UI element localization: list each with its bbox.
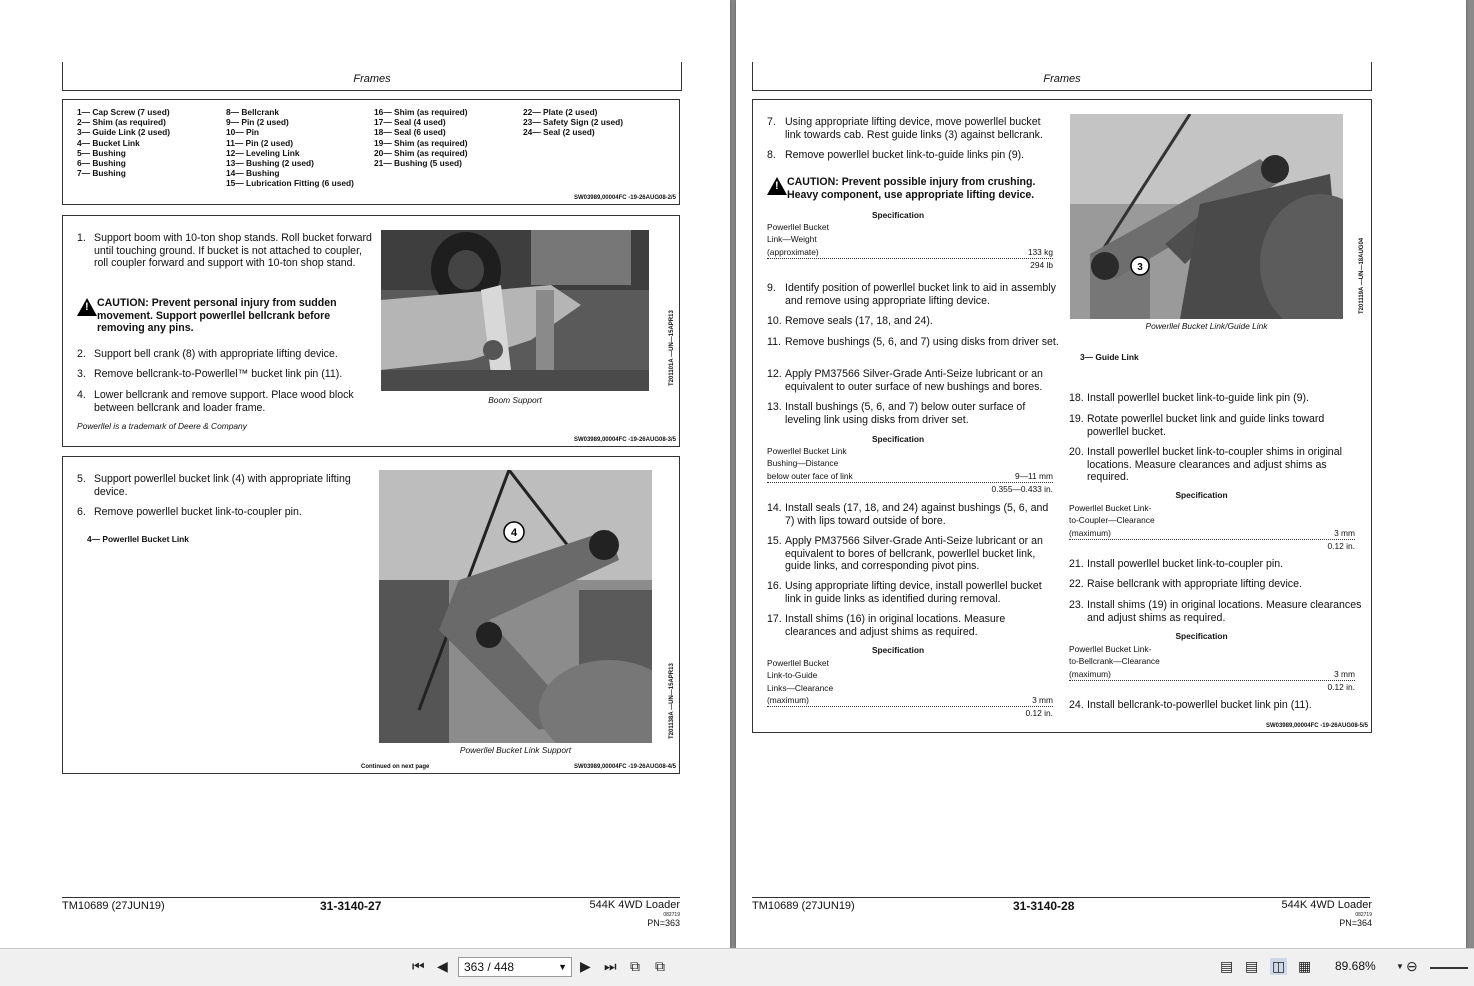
zoom-dropdown-icon[interactable]: ▼ (1396, 962, 1404, 971)
part-item: 16— Shim (as required) (374, 107, 468, 117)
step-9: 9. Identify position of powerllel bucket link to aid in assembly and remove using appropriate lifting device. (767, 282, 1056, 307)
link-support-photo (379, 470, 652, 743)
header-title: Frames (353, 73, 391, 85)
part-item: 13— Bushing (2 used) (226, 158, 314, 169)
page-header (752, 62, 1372, 91)
photo-caption: Boom Support (488, 395, 542, 405)
step-16: 16. Using appropriate lifting device, install powerllel bucket link in guide links as identified during removal. (767, 580, 1042, 605)
two-page-view-icon[interactable]: ◫ (1272, 958, 1286, 974)
spec-guide-clearance: Powerllel Bucket Link-to-Guide Links—Clearance (maximum) 3 mm 0.12 in. (767, 658, 1053, 719)
header-title: Frames (1043, 73, 1081, 85)
part-item: 1— Cap Screw (7 used) (77, 107, 170, 117)
reference-code: SW03989,00004FC -19-26AUG08-2/5 (573, 195, 676, 201)
footer-model: 544K 4WD Loader (1281, 899, 1372, 911)
spec-coupler-clearance: Powerllel Bucket Link- to-Coupler—Clearance (maximum) 3 mm 0.12 in. (1069, 503, 1355, 551)
step-20: 20. Install powerllel bucket link-to-coupler shims in original locations. Measure clearances and adjust shims as required. (1069, 446, 1342, 484)
page-header (62, 62, 682, 91)
step-15: 15. Apply PM37566 Silver-Grade Anti-Seize lubricant or an equivalent to bores of bellcrank, powerllel bucket link, guide links, and corresponding pivot pins. (767, 535, 1043, 573)
left-page (0, 0, 730, 948)
parts-col-4 (523, 107, 623, 138)
step-17: 17. Install shims (16) in original locations. Measure clearances and adjust shims as required. (767, 613, 1006, 638)
step-11: 11. Remove bushings (5, 6, and 7) using disks from driver set. (767, 336, 1059, 348)
part-item: 21— Bushing (5 used) (374, 158, 462, 169)
photo-id: T201138A —UN—15APR13 (669, 663, 675, 739)
part-item: 18— Seal (6 used) (374, 127, 446, 138)
footer-divider (752, 897, 1370, 898)
guide-link-photo (1070, 114, 1343, 319)
single-page-view-icon[interactable]: ▤ (1220, 958, 1234, 974)
zoom-slider[interactable] (1430, 967, 1468, 969)
parts-col-2 (226, 107, 354, 189)
callout-number: 4 (510, 527, 518, 539)
step-8: 8. Remove powerllel bucket link-to-guide links pin (9). (767, 149, 1025, 161)
procedure-box-link-support (62, 456, 680, 774)
reference-code: SW03989,00004FC -19-26AUG08-4/5 (573, 764, 676, 770)
part-item: 15— Lubrication Fitting (6 used) (226, 178, 354, 189)
step-18: 18. Install powerllel bucket link-to-guide link pin (9). (1069, 392, 1309, 404)
footer-model: 544K 4WD Loader (589, 899, 680, 911)
reference-code: SW03989,00004FC -19-26AUG08-5/5 (1265, 723, 1368, 729)
footer-pn: PN=364 (1339, 918, 1372, 928)
step-5: 5. Support powerllel bucket link (4) with appropriate lifting device. (77, 473, 351, 498)
figure-legend: 4— Powerllel Bucket Link (87, 534, 189, 544)
boom-support-photo (381, 230, 649, 391)
footer-page-number: 31-3140-28 (1013, 899, 1075, 913)
step-6: 6. Remove powerllel bucket link-to-coupler pin. (77, 506, 302, 518)
part-item: 7— Bushing (77, 168, 126, 179)
continuous-view-icon[interactable]: ▤ (1245, 958, 1259, 974)
parts-list-box (62, 99, 680, 205)
back-view-icon[interactable]: ⧉ (630, 958, 640, 974)
footer-doc-number: TM10689 (27JUN19) (62, 900, 165, 912)
first-page-icon[interactable]: ⏮ (412, 958, 425, 974)
caution-crushing: ! CAUTION: Prevent possible injury from crushing. Heavy component, use appropriate lifting device. (767, 176, 1059, 201)
step-19: 19. Rotate powerllel bucket link and guide links toward powerllel bucket. (1069, 413, 1325, 438)
footer-divider (62, 897, 680, 898)
step-3: 3. Remove bellcrank-to-Powerllel™ bucket link pin (11). (77, 368, 343, 380)
forward-view-icon[interactable]: ⧉ (655, 958, 665, 974)
photo-id: T201119A —UN—18AUG04 (1359, 237, 1365, 314)
callout-number: 3 (1137, 262, 1143, 273)
part-item: 5— Bushing (77, 147, 126, 158)
spec-title: Specification (1175, 490, 1228, 500)
footer-code: 082719 (1355, 912, 1372, 918)
photo-id: T201101A —UN—15APR13 (669, 310, 675, 386)
part-item: 20— Shim (as required) (374, 147, 468, 158)
part-item: 4— Bucket Link (77, 137, 140, 148)
spec-bushing-distance: Powerllel Bucket Link Bushing—Distance below outer face of link 9—11 mm 0.355—0.433 in. (767, 446, 1053, 494)
step-1: 1. Support boom with 10-ton shop stands. Roll bucket forward until touching ground. If bucket is not attached to coupler, roll coupler forward and support with 10-ton shop stand. (77, 232, 372, 270)
part-item: 6— Bushing (77, 158, 126, 169)
procedure-box-installation (752, 99, 1372, 733)
two-page-continuous-icon[interactable]: ▦ (1298, 958, 1312, 974)
last-page-icon[interactable]: ⏭ (604, 958, 617, 974)
footer-doc-number: TM10689 (27JUN19) (752, 900, 855, 912)
step-12: 12. Apply PM37566 Silver-Grade Anti-Seize lubricant or an equivalent to outer surface of new bushings and bores. (767, 368, 1043, 393)
zoom-out-icon[interactable]: ⊖ (1406, 958, 1418, 974)
step-2: 2. Support bell crank (8) with appropriate lifting device. (77, 348, 338, 360)
footer-page-number: 31-3140-27 (320, 899, 382, 913)
chevron-down-icon[interactable]: ▼ (558, 962, 567, 972)
step-10: 10. Remove seals (17, 18, and 24). (767, 315, 933, 327)
procedure-box-boom-support (62, 215, 680, 447)
step-13: 13. Install bushings (5, 6, and 7) below outer surface of leveling link using disks from driver set. (767, 401, 1026, 426)
part-item: 3— Guide Link (2 used) (77, 127, 171, 138)
warning-icon (767, 177, 787, 195)
spec-title: Specification (871, 434, 925, 444)
part-item: 22— Plate (2 used) (523, 107, 598, 117)
spec-title: Specification (871, 210, 925, 220)
right-page (736, 0, 1466, 948)
photo-caption: Powerllel Bucket Link/Guide Link (1145, 321, 1268, 331)
spec-bellcrank-clearance: Powerllel Bucket Link- to-Bellcrank—Clearance (maximum) 3 mm 0.12 in. (1069, 644, 1355, 692)
step-23: 23. Install shims (19) in original locations. Measure clearances and adjust shims as required. (1069, 599, 1362, 624)
step-7: 7. Using appropriate lifting device, move powerllel bucket link towards cab. Rest guide links (3) against bellcrank. (767, 116, 1043, 141)
part-item: 23— Safety Sign (2 used) (523, 117, 624, 128)
part-item: 12— Leveling Link (226, 147, 300, 158)
part-item: 10— Pin (226, 127, 260, 138)
part-item: 24— Seal (2 used) (523, 127, 595, 138)
caution-sudden-movement: ! CAUTION: Prevent personal injury from sudden movement. Support powerllel bellcrank before removing any pins. (77, 297, 367, 335)
zoom-level[interactable]: 89.68% (1335, 959, 1376, 973)
part-item: 8— Bellcrank (226, 107, 280, 117)
trademark-note: Powerllel is a trademark of Deere & Company (77, 421, 247, 431)
reference-code: SW03989,00004FC -19-26AUG08-3/5 (573, 437, 676, 443)
spec-title: Specification (1175, 631, 1228, 641)
spec-weight: Powerllel Bucket Link—Weight (approximate) 133 kg 294 lb (767, 222, 1053, 270)
part-item: 14— Bushing (226, 168, 280, 179)
warning-icon (77, 298, 97, 316)
page-number-input[interactable]: 363 / 448 ▼ (458, 957, 572, 977)
figure-legend: 3— Guide Link (1080, 352, 1139, 362)
spec-title: Specification (871, 645, 925, 655)
step-4: 4. Lower bellcrank and remove support. Place wood block between bellcrank and loader frame. (77, 389, 354, 414)
footer-code: 082719 (663, 912, 680, 918)
photo-caption: Powerllel Bucket Link Support (459, 745, 572, 755)
step-14: 14. Install seals (17, 18, and 24) against bushings (5, 6, and 7) with lips toward outside of bore. (767, 502, 1049, 527)
step-24: 24. Install bellcrank-to-powerllel bucket link pin (11). (1069, 699, 1312, 711)
part-item: 11— Pin (2 used) (226, 137, 294, 148)
step-21: 21. Install powerllel bucket link-to-coupler pin. (1069, 558, 1284, 570)
continued-note: Continued on next page (361, 764, 430, 770)
next-page-icon[interactable]: ▶ (580, 958, 591, 974)
previous-page-icon[interactable]: ◀ (437, 958, 448, 974)
step-22: 22. Raise bellcrank with appropriate lifting device. (1069, 578, 1302, 590)
viewer-toolbar (0, 948, 1474, 986)
part-item: 19— Shim (as required) (374, 137, 468, 148)
parts-col-3 (374, 107, 468, 168)
footer-pn: PN=363 (647, 918, 680, 928)
part-item: 9— Pin (2 used) (226, 117, 289, 128)
part-item: 2— Shim (as required) (77, 117, 166, 128)
parts-col-1 (77, 107, 170, 178)
part-item: 17— Seal (4 used) (374, 117, 446, 128)
